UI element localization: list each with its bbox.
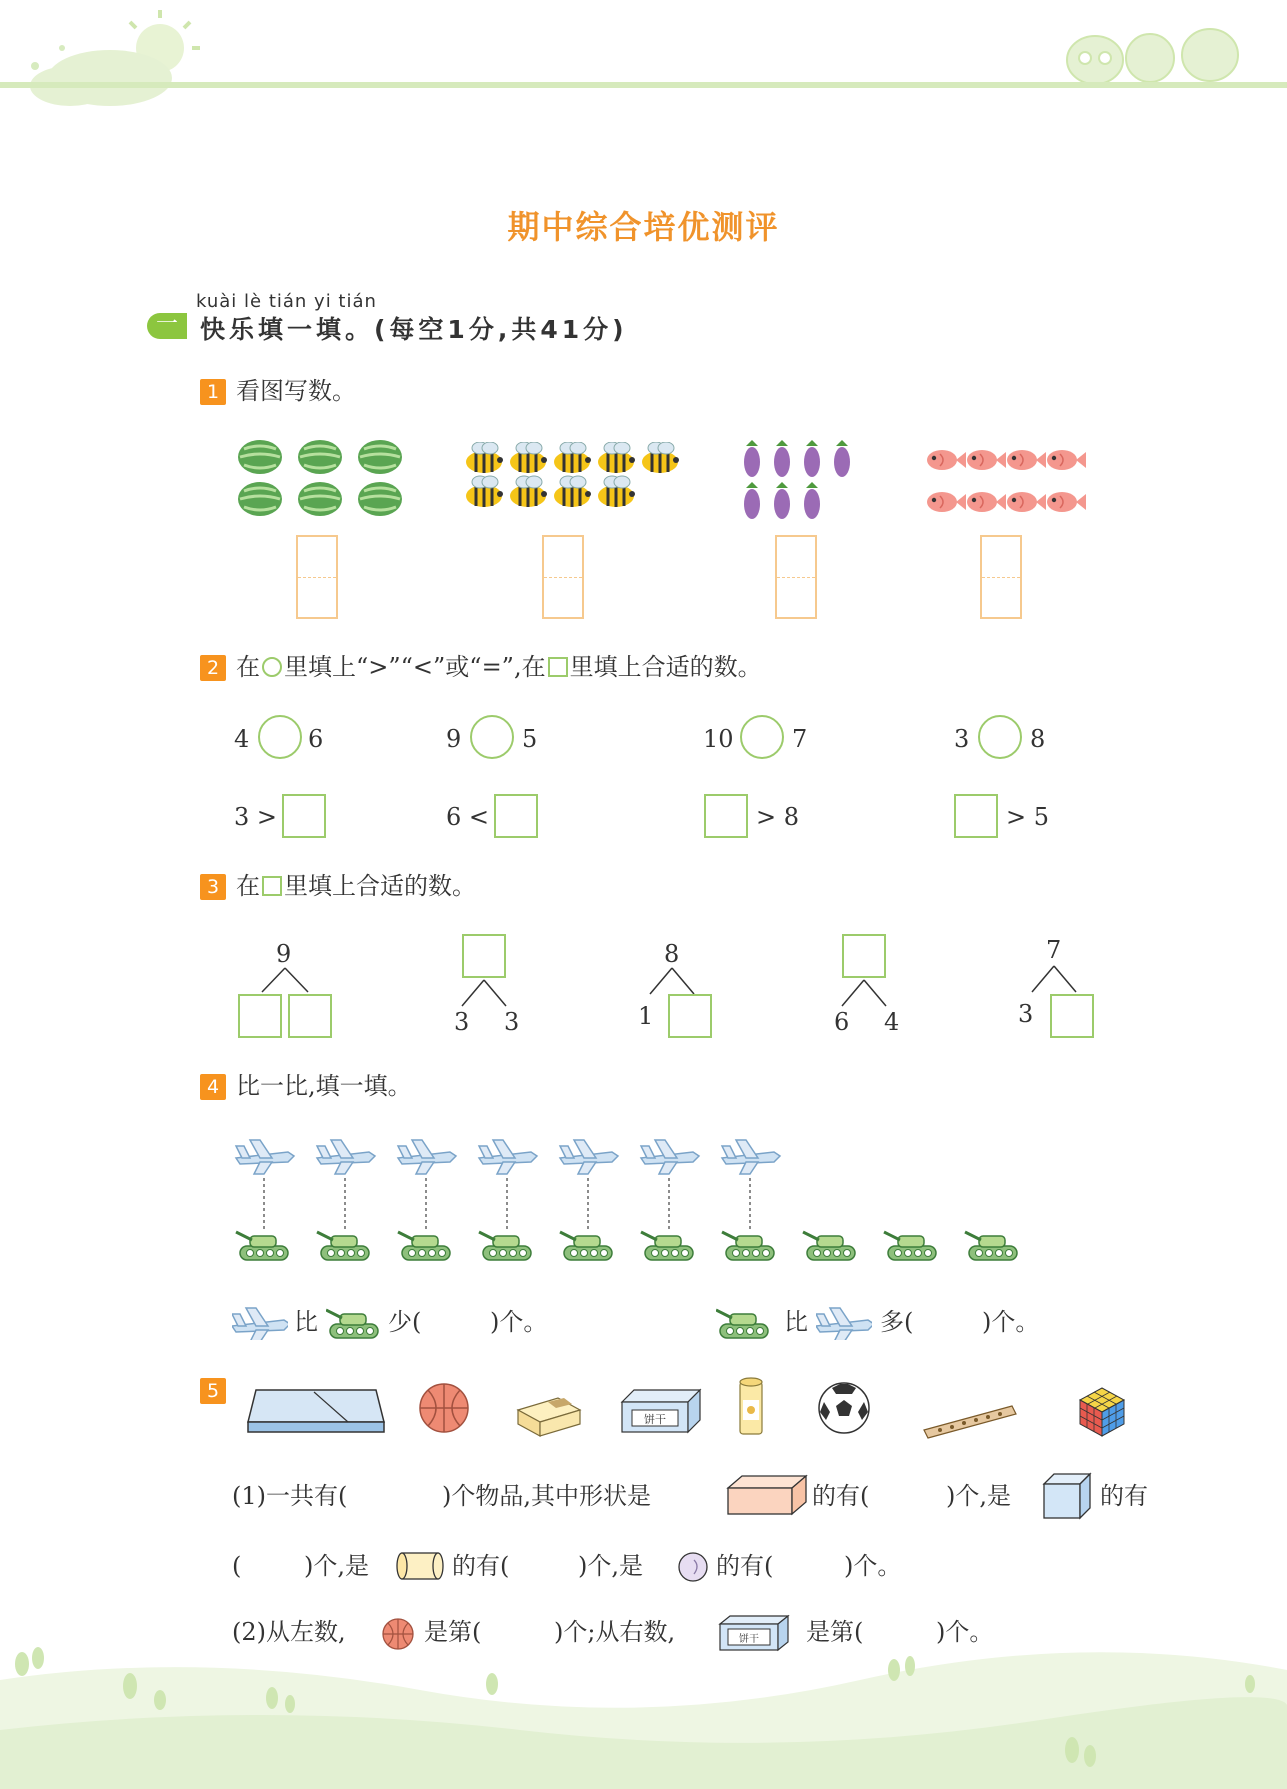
q5-l1-d: )个,是	[946, 1482, 1011, 1510]
q5-l1-b: )个物品,其中形状是	[442, 1482, 651, 1510]
compare-4-circle[interactable]	[978, 715, 1022, 759]
header-rule	[0, 82, 1287, 88]
q4-s1-answer[interactable]	[450, 1308, 490, 1336]
q5-l3-d: 是第(	[806, 1618, 864, 1646]
tank-icon	[722, 1232, 774, 1260]
compare-3-circle[interactable]	[740, 715, 784, 759]
question-5-number: 5	[200, 1378, 226, 1404]
inequality-2-box[interactable]	[494, 794, 538, 838]
bond-2-left: 3	[454, 1008, 470, 1036]
biscuit-box-icon	[622, 1390, 700, 1432]
sun-cloud-icon	[30, 10, 200, 106]
question-3-number: 3	[200, 874, 226, 900]
tank-row	[236, 1232, 1017, 1260]
plane-icon	[816, 1306, 872, 1340]
q3-text-a: 在	[236, 872, 260, 900]
bond-3-left: 1	[638, 1002, 654, 1030]
bond-5-left: 3	[1018, 1000, 1034, 1028]
eggplant-icon	[738, 436, 858, 520]
tank-icon	[716, 1306, 772, 1340]
soccer-ball-icon	[819, 1383, 869, 1433]
tank-icon	[641, 1232, 693, 1260]
number-bond-4	[830, 934, 940, 1044]
cylinder-shape-icon	[396, 1550, 446, 1582]
bee-icon	[462, 442, 692, 512]
inequality-4-text: > 5	[1006, 803, 1050, 831]
answer-box-fish[interactable]	[980, 535, 1022, 619]
plane-row	[236, 1140, 780, 1174]
cuboid-shape-icon	[726, 1474, 810, 1518]
number-bond-5	[1008, 936, 1118, 1040]
compare-1-left: 4	[234, 725, 250, 753]
q5-line-2	[232, 1544, 1132, 1588]
section-number-badge: 一	[147, 313, 187, 339]
plane-icon	[232, 1306, 288, 1340]
basketball-icon	[420, 1384, 468, 1432]
q3-text-b: 里填上合适的数。	[284, 872, 476, 900]
q5-l1-a: (1)一共有(	[232, 1482, 348, 1510]
answer-box-watermelon[interactable]	[296, 535, 338, 619]
q5-l2-a: (	[232, 1552, 242, 1580]
compare-2-right: 5	[522, 725, 538, 753]
q4-s2-text-c: )个。	[982, 1308, 1040, 1336]
answer-box-bee[interactable]	[542, 535, 584, 619]
bond-4-right: 4	[884, 1008, 900, 1036]
plane-icon	[722, 1140, 780, 1174]
q5-l2-c: 的有(	[452, 1552, 510, 1580]
cube-shape-icon	[1042, 1472, 1094, 1520]
eggplant-group	[738, 436, 858, 520]
q4-sentence-1	[232, 1302, 652, 1342]
plane-icon	[479, 1140, 537, 1174]
q2-text-a: 在	[236, 653, 260, 681]
question-4-number: 4	[200, 1074, 226, 1100]
q5-l1-e: 的有	[1100, 1482, 1148, 1510]
tank-icon	[965, 1232, 1017, 1260]
question-1-number: 1	[200, 379, 226, 405]
inequality-4-box[interactable]	[954, 794, 998, 838]
book-icon	[248, 1390, 384, 1432]
q4-s2-text-a: 比	[784, 1308, 808, 1336]
compare-4-left: 3	[954, 725, 970, 753]
tank-icon	[479, 1232, 531, 1260]
q5-cylinder-answer[interactable]	[522, 1552, 572, 1580]
bond-4-left: 6	[834, 1008, 850, 1036]
tank-icon	[398, 1232, 450, 1260]
square-symbol	[548, 657, 568, 677]
bond-5-right-box[interactable]	[1050, 994, 1094, 1038]
biscuit-label: 饼干	[644, 1413, 666, 1426]
inequality-1-text: 3 >	[234, 803, 278, 831]
tank-icon	[884, 1232, 936, 1260]
q5-cuboid-answer[interactable]	[892, 1482, 936, 1510]
header-decoration	[0, 0, 1287, 110]
plane-icon	[641, 1140, 699, 1174]
question-1-text: 看图写数。	[236, 377, 356, 405]
number-bond-3	[636, 940, 746, 1040]
fish-icon	[920, 440, 1090, 520]
tank-icon	[560, 1232, 612, 1260]
sphere-shape-icon	[676, 1550, 710, 1584]
section-heading: 快乐填一填。(每空1分,共41分)	[200, 315, 628, 344]
q5-l3-b: 是第(	[424, 1618, 482, 1646]
footer-landscape	[0, 1620, 1287, 1789]
inequality-3-box[interactable]	[704, 794, 748, 838]
watermelon-icon	[232, 436, 412, 520]
bond-3-top: 8	[664, 940, 680, 968]
q5-l1-c: 的有(	[812, 1482, 870, 1510]
q4-s1-text-c: )个。	[490, 1308, 548, 1336]
compare-2-left: 9	[446, 725, 462, 753]
bond-3-right-box[interactable]	[668, 994, 712, 1038]
q4-s2-text-b: 多(	[880, 1308, 914, 1336]
watermelon-group	[232, 436, 412, 520]
fish-group	[920, 440, 1090, 520]
q5-l2-d: )个,是	[578, 1552, 643, 1580]
q4-sentence-2	[716, 1302, 1076, 1342]
q5-total-answer[interactable]	[382, 1482, 426, 1510]
circle-symbol	[262, 657, 282, 677]
bond-1-right-box[interactable]	[288, 994, 332, 1038]
eraser-icon	[518, 1398, 580, 1436]
q4-s1-text-b: 少(	[388, 1308, 422, 1336]
q2-text-c: 里填上合适的数。	[569, 653, 762, 681]
plane-icon	[317, 1140, 375, 1174]
inequality-2-text: 6 <	[446, 803, 490, 831]
question-2-number: 2	[200, 655, 226, 681]
plane-icon	[560, 1140, 618, 1174]
q5-cube-answer[interactable]	[246, 1552, 296, 1580]
tank-icon	[326, 1306, 382, 1340]
q5-sphere-answer[interactable]	[788, 1552, 838, 1580]
q4-s1-text-a: 比	[294, 1308, 318, 1336]
tank-icon	[803, 1232, 855, 1260]
section-pinyin: kuài lè tián yi tián	[196, 291, 377, 312]
page-title: 期中综合培优测评	[507, 208, 780, 246]
question-4-text: 比一比,填一填。	[236, 1072, 412, 1100]
square-symbol	[262, 876, 282, 896]
q5-l3-c: )个;从右数,	[554, 1618, 676, 1646]
bond-4-top-box[interactable]	[842, 934, 886, 978]
flute-icon	[924, 1406, 1016, 1438]
bond-5-top: 7	[1046, 936, 1062, 964]
tank-icon	[236, 1232, 288, 1260]
rubiks-cube-icon	[1080, 1388, 1124, 1436]
bond-2-top-box[interactable]	[462, 934, 506, 978]
answer-box-eggplant[interactable]	[775, 535, 817, 619]
question-2-text	[236, 653, 762, 681]
q5-l3-e: )个。	[936, 1618, 994, 1646]
biscuit-label: 饼干	[739, 1634, 759, 1645]
plane-icon	[398, 1140, 456, 1174]
inequality-3-text: > 8	[756, 803, 800, 831]
compare-3-left: 10	[703, 725, 734, 753]
number-bond-1	[230, 940, 340, 1040]
animal-friends-icon	[1067, 29, 1238, 84]
q5-line-1	[232, 1472, 1172, 1522]
q5-l2-e: 的有(	[716, 1552, 774, 1580]
glue-stick-icon	[740, 1378, 762, 1434]
inequality-1-box[interactable]	[282, 794, 326, 838]
compare-4-right: 8	[1030, 725, 1046, 753]
q5-objects	[240, 1370, 1140, 1450]
q4-s2-answer[interactable]	[942, 1308, 982, 1336]
q5-l3-a: (2)从左数,	[232, 1618, 346, 1646]
compare-1-circle[interactable]	[258, 715, 302, 759]
question-3-text	[236, 872, 476, 900]
number-bond-2	[450, 934, 560, 1044]
bee-group	[462, 442, 692, 512]
bond-2-right: 3	[504, 1008, 520, 1036]
tank-icon	[317, 1232, 369, 1260]
compare-2-circle[interactable]	[470, 715, 514, 759]
compare-1-right: 6	[308, 725, 324, 753]
planes-and-tanks	[230, 1130, 1030, 1270]
plane-icon	[236, 1140, 294, 1174]
dashed-links	[264, 1178, 750, 1230]
compare-3-right: 7	[792, 725, 808, 753]
bond-1-left-box[interactable]	[238, 994, 282, 1038]
q2-text-b: 里填上“>”“<”或“=”,在	[284, 653, 546, 681]
q5-l2-b: )个,是	[304, 1552, 369, 1580]
q5-l2-f: )个。	[844, 1552, 902, 1580]
bond-1-top: 9	[276, 940, 292, 968]
